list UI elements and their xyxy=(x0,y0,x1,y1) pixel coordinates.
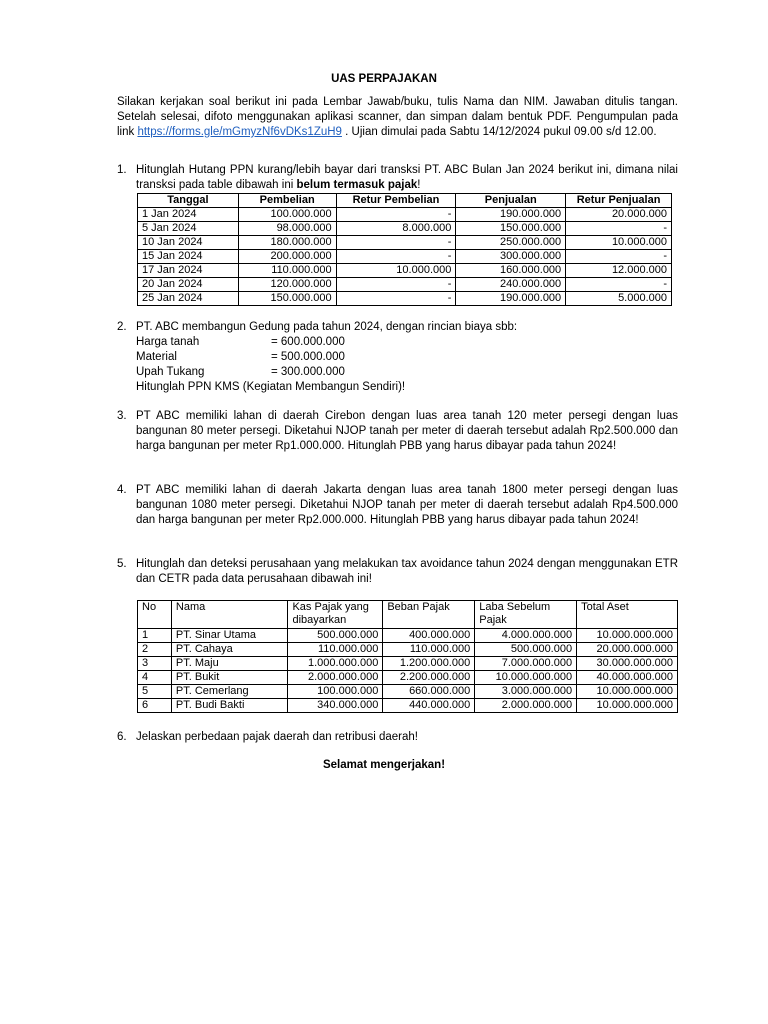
table-cell: 8.000.000 xyxy=(336,222,456,236)
intro-text: Silakan kerjakan soal berikut ini pada Lembar Jawab/buku, tulis Nama dan NIM. Jawaban ditulis tangan. Setelah selesai, difoto menggunakan aplikasi scanner, dan simpan dalam bentuk PDF. Pengumpulan pada link xyxy=(117,96,678,138)
table-cell: 10.000.000 xyxy=(336,264,456,278)
table-cell: 190.000.000 xyxy=(456,292,566,306)
table-header-row xyxy=(138,194,672,208)
table-cell: 10.000.000 xyxy=(566,236,672,250)
table-row xyxy=(138,643,678,657)
cost-value: = 300.000.000 xyxy=(271,366,345,378)
table-cell: 500.000.000 xyxy=(475,643,577,657)
table-cell: 110.000.000 xyxy=(383,643,475,657)
table-cell: 120.000.000 xyxy=(238,278,336,292)
table-cell: 160.000.000 xyxy=(456,264,566,278)
table-cell: 100.000.000 xyxy=(238,208,336,222)
q2-text: PT. ABC membangun Gedung pada tahun 2024, dengan rincian biaya sbb: xyxy=(136,321,518,333)
col-header: Tanggal xyxy=(138,194,239,208)
table-cell: 10.000.000.000 xyxy=(577,629,678,643)
q5-text: Hitunglah dan deteksi perusahaan yang melakukan tax avoidance tahun 2024 dengan menggunakan ETR dan CETR pada data perusahaan dibawah ini! xyxy=(136,558,678,585)
table-cell: 12.000.000 xyxy=(566,264,672,278)
table-row xyxy=(138,222,672,236)
table-cell: - xyxy=(336,208,456,222)
q1-text-bold: belum termasuk pajak xyxy=(296,179,418,191)
table-cell: 10.000.000.000 xyxy=(577,699,678,713)
q1-text-end: ! xyxy=(417,179,421,191)
table-cell: 2.000.000.000 xyxy=(288,671,383,685)
table-cell: 40.000.000.000 xyxy=(577,671,678,685)
q2-question: Hitunglah PPN KMS (Kegiatan Membangun Sendiri)! xyxy=(136,381,406,393)
table-row xyxy=(138,685,678,699)
table-cell: 110.000.000 xyxy=(238,264,336,278)
table-cell: 3 xyxy=(138,657,172,671)
table-row xyxy=(138,250,672,264)
table-cell: - xyxy=(336,250,456,264)
col-header: Kas Pajak yang dibayarkan xyxy=(288,601,383,629)
q3-text: PT ABC memiliki lahan di daerah Cirebon dengan luas area tanah 120 meter persegi dengan luas bangunan 80 meter persegi. Diketahui NJOP tanah per meter di daerah tersebut adalah Rp2.500.000 dan harga bangunan per meter Rp1.000.000. Hitunglah PBB yang harus dibayar pada tahun 2024! xyxy=(136,410,678,452)
table-cell: 20 Jan 2024 xyxy=(138,278,239,292)
intro-text-end: . Ujian dimulai pada Sabtu 14/12/2024 pukul 09.00 s/d 12.00. xyxy=(341,126,657,138)
table-row xyxy=(138,236,672,250)
table-cell: - xyxy=(336,278,456,292)
q2-number: 2. xyxy=(117,321,127,333)
table-cell: 20.000.000 xyxy=(566,208,672,222)
table-cell: - xyxy=(566,222,672,236)
table-cell: 1.200.000.000 xyxy=(383,657,475,671)
cost-item xyxy=(136,365,536,380)
table-header-row xyxy=(138,601,678,629)
table-cell: 15 Jan 2024 xyxy=(138,250,239,264)
q1-text-body: Hitunglah Hutang PPN kurang/lebih bayar dari transksi PT. ABC Bulan Jan 2024 berikut ini, dimana nilai transksi pada table dibawah ini xyxy=(136,164,678,191)
table-cell: PT. Budi Bakti xyxy=(171,699,288,713)
table-cell: - xyxy=(566,250,672,264)
table-cell: PT. Maju xyxy=(171,657,288,671)
table-row xyxy=(138,657,678,671)
table-cell: 190.000.000 xyxy=(456,208,566,222)
q4-number: 4. xyxy=(117,484,127,496)
table-row xyxy=(138,278,672,292)
table-cell: 660.000.000 xyxy=(383,685,475,699)
col-header: Retur Pembelian xyxy=(336,194,456,208)
table-cell: 150.000.000 xyxy=(456,222,566,236)
table-cell: 100.000.000 xyxy=(288,685,383,699)
table-row xyxy=(138,292,672,306)
col-header: Total Aset xyxy=(577,601,678,629)
table-cell: 6 xyxy=(138,699,172,713)
table-cell: 250.000.000 xyxy=(456,236,566,250)
col-header: No xyxy=(138,601,172,629)
table-cell: 98.000.000 xyxy=(238,222,336,236)
table-cell: 17 Jan 2024 xyxy=(138,264,239,278)
col-header: Retur Penjualan xyxy=(566,194,672,208)
closing-text: Selamat mengerjakan! xyxy=(322,759,446,771)
cost-item xyxy=(136,335,536,350)
table-cell: 2.000.000.000 xyxy=(475,699,577,713)
intro-paragraph xyxy=(117,95,678,140)
table-cell: 1.000.000.000 xyxy=(288,657,383,671)
tax-avoidance-table xyxy=(137,600,678,713)
table-cell: 10.000.000.000 xyxy=(475,671,577,685)
table-cell: 20.000.000.000 xyxy=(577,643,678,657)
table-cell: 10 Jan 2024 xyxy=(138,236,239,250)
col-header: Beban Pajak xyxy=(383,601,475,629)
table-cell: 5.000.000 xyxy=(566,292,672,306)
table-cell: 400.000.000 xyxy=(383,629,475,643)
q6-number: 6. xyxy=(117,731,127,743)
table-cell: 1 xyxy=(138,629,172,643)
table-cell: PT. Bukit xyxy=(171,671,288,685)
table-cell: - xyxy=(336,236,456,250)
table-cell: - xyxy=(566,278,672,292)
cost-label: Material xyxy=(136,351,177,363)
cost-label: Upah Tukang xyxy=(136,366,205,378)
table-cell: 4 xyxy=(138,671,172,685)
page-title: UAS PERPAJAKAN xyxy=(331,73,437,85)
cost-value: = 500.000.000 xyxy=(271,351,345,363)
q5-number: 5. xyxy=(117,558,127,570)
table-cell: 25 Jan 2024 xyxy=(138,292,239,306)
table-cell: 2.200.000.000 xyxy=(383,671,475,685)
table-cell: 1 Jan 2024 xyxy=(138,208,239,222)
table-cell: 3.000.000.000 xyxy=(475,685,577,699)
q3-number: 3. xyxy=(117,410,127,422)
table-cell: 30.000.000.000 xyxy=(577,657,678,671)
table-cell: 110.000.000 xyxy=(288,643,383,657)
col-header: Laba Sebelum Pajak xyxy=(475,601,577,629)
q2-cost-list xyxy=(136,335,536,395)
table-cell: 4.000.000.000 xyxy=(475,629,577,643)
cost-label: Harga tanah xyxy=(136,336,200,348)
table-cell: - xyxy=(336,292,456,306)
table-cell: 300.000.000 xyxy=(456,250,566,264)
table-cell: 5 xyxy=(138,685,172,699)
q1-number: 1. xyxy=(117,164,127,176)
table-row xyxy=(138,264,672,278)
table-cell: 440.000.000 xyxy=(383,699,475,713)
cost-item xyxy=(136,350,536,365)
table-cell: 240.000.000 xyxy=(456,278,566,292)
table-row xyxy=(138,629,678,643)
table-cell: 150.000.000 xyxy=(238,292,336,306)
q6-text: Jelaskan perbedaan pajak daerah dan retribusi daerah! xyxy=(136,731,418,743)
q1-text xyxy=(136,163,678,193)
table-cell: 200.000.000 xyxy=(238,250,336,264)
table-cell: PT. Sinar Utama xyxy=(171,629,288,643)
submission-link[interactable]: https://forms.gle/mGmyzNf6vDKs1ZuH9 xyxy=(137,126,342,138)
col-header: Nama xyxy=(171,601,288,629)
table-cell: 10.000.000.000 xyxy=(577,685,678,699)
table-cell: 2 xyxy=(138,643,172,657)
table-cell: 180.000.000 xyxy=(238,236,336,250)
ppn-transaction-table xyxy=(137,193,672,306)
col-header: Pembelian xyxy=(238,194,336,208)
table-cell: PT. Cemerlang xyxy=(171,685,288,699)
q4-text: PT ABC memiliki lahan di daerah Jakarta dengan luas area tanah 1800 meter persegi dengan luas bangunan 1080 meter persegi. Diketahui NJOP tanah per meter di daerah tersebut adalah Rp4.500.000 dan harga bangunan per meter Rp2.000.000. Hitunglah PBB yang harus dibayar pada tahun 2024! xyxy=(136,484,678,526)
table-row xyxy=(138,671,678,685)
table-cell: 500.000.000 xyxy=(288,629,383,643)
table-cell: PT. Cahaya xyxy=(171,643,288,657)
cost-value: = 600.000.000 xyxy=(271,336,345,348)
table-cell: 5 Jan 2024 xyxy=(138,222,239,236)
table-row xyxy=(138,699,678,713)
col-header: Penjualan xyxy=(456,194,566,208)
table-cell: 340.000.000 xyxy=(288,699,383,713)
table-row xyxy=(138,208,672,222)
table-cell: 7.000.000.000 xyxy=(475,657,577,671)
